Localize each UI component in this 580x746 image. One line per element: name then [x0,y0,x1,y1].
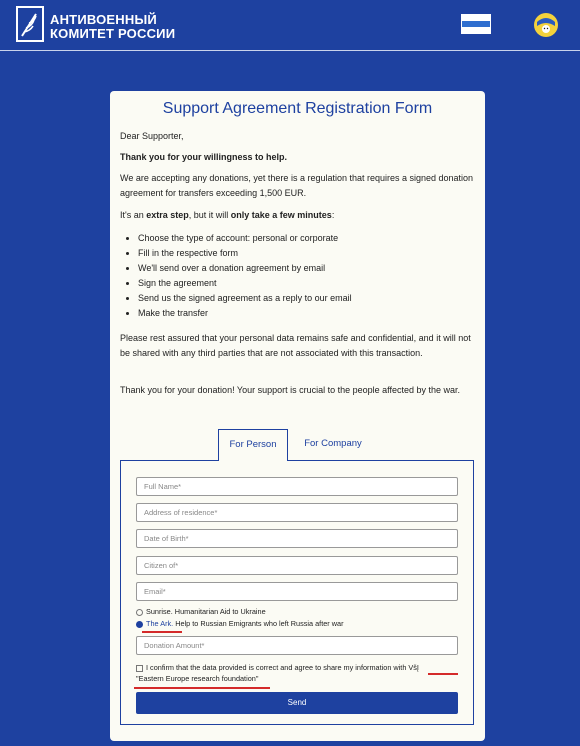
few-minutes-bold: only take a few minutes [230,210,332,220]
address-field[interactable]: Address of residence* [136,503,458,522]
white-blue-white-flag-icon[interactable] [461,14,491,34]
logo-line-2: КОМИТЕТ РОССИИ [50,26,176,41]
red-annotation-underline [142,631,182,633]
email-field[interactable]: Email* [136,582,458,601]
extra-step-prefix: It's an [120,210,147,220]
logo-line-1: АНТИВОЕННЫЙ [50,12,157,27]
extra-step-mid: , but it will [188,210,231,220]
citizenship-field[interactable]: Citizen of* [136,556,458,575]
radio-label-sunrise: Sunrise. Humanitarian Aid to Ukraine [146,607,266,616]
list-item: • Send us the signed agreement as a reply to our email [138,291,498,306]
thanks-heading: Thank you for your willingness to help. [120,152,288,162]
send-button[interactable]: Send [136,692,458,714]
radio-option-ark[interactable] [136,619,466,629]
page-title: Support Agreement Registration Form [162,100,433,117]
tab-for-company[interactable]: For Company [304,438,362,449]
radio-button[interactable] [136,609,143,616]
radio-label-ark-name: The Ark. [146,619,174,628]
logo-text[interactable] [50,13,175,41]
privacy-paragraph: Please rest assured that your personal data remains safe and confidential, and it will not be shared with any third parties that are not associated with this transaction. [120,333,471,358]
red-annotation-underline [428,673,458,675]
extra-step-paragraph [120,208,480,223]
closing-paragraph: Thank you for your donation! Your support is crucial to the people affected by the war. [120,385,461,395]
list-item: • Sign the agreement [138,276,498,291]
donation-amount-field[interactable]: Donation Amount* [136,636,458,655]
list-item: • Make the transfer [138,306,498,321]
consent-organization: "Eastern Europe research foundation" [136,674,259,683]
dove-emblem-icon[interactable] [533,12,559,38]
list-item: • Fill in the respective form [138,246,498,261]
top-navigation-bar [0,0,580,51]
full-name-field[interactable]: Full Name* [136,477,458,496]
extra-step-suffix: : [331,210,335,220]
registration-form-card [110,91,485,741]
consent-checkbox-row[interactable] [136,662,466,684]
flag-stripe-bottom [462,27,490,33]
consent-text: I confirm that the data provided is correct and agree to share my information with VšĮ [146,663,419,672]
list-item: • We'll send over a donation agreement by email [138,261,498,276]
extra-step-bold: extra step [146,210,189,220]
consent-checkbox[interactable] [136,665,143,672]
date-of-birth-field[interactable]: Date of Birth* [136,529,458,548]
wheat-logo-icon[interactable] [16,6,44,42]
list-item: • Choose the type of account: personal or corporate [138,231,498,246]
radio-option-sunrise[interactable] [136,607,466,617]
red-annotation-underline [134,687,270,689]
steps-list [122,231,498,321]
radio-label-ark-desc: Help to Russian Emigrants who left Russia after war [173,619,344,628]
tab-for-person[interactable]: For Person [218,429,288,461]
intro-paragraph: We are accepting any donations, yet there is a regulation that requires a signed donation agreement for transfers exceeding 1,500 EUR. [120,173,474,198]
radio-button-selected[interactable] [136,621,143,628]
greeting-text: Dear Supporter, [120,131,184,141]
